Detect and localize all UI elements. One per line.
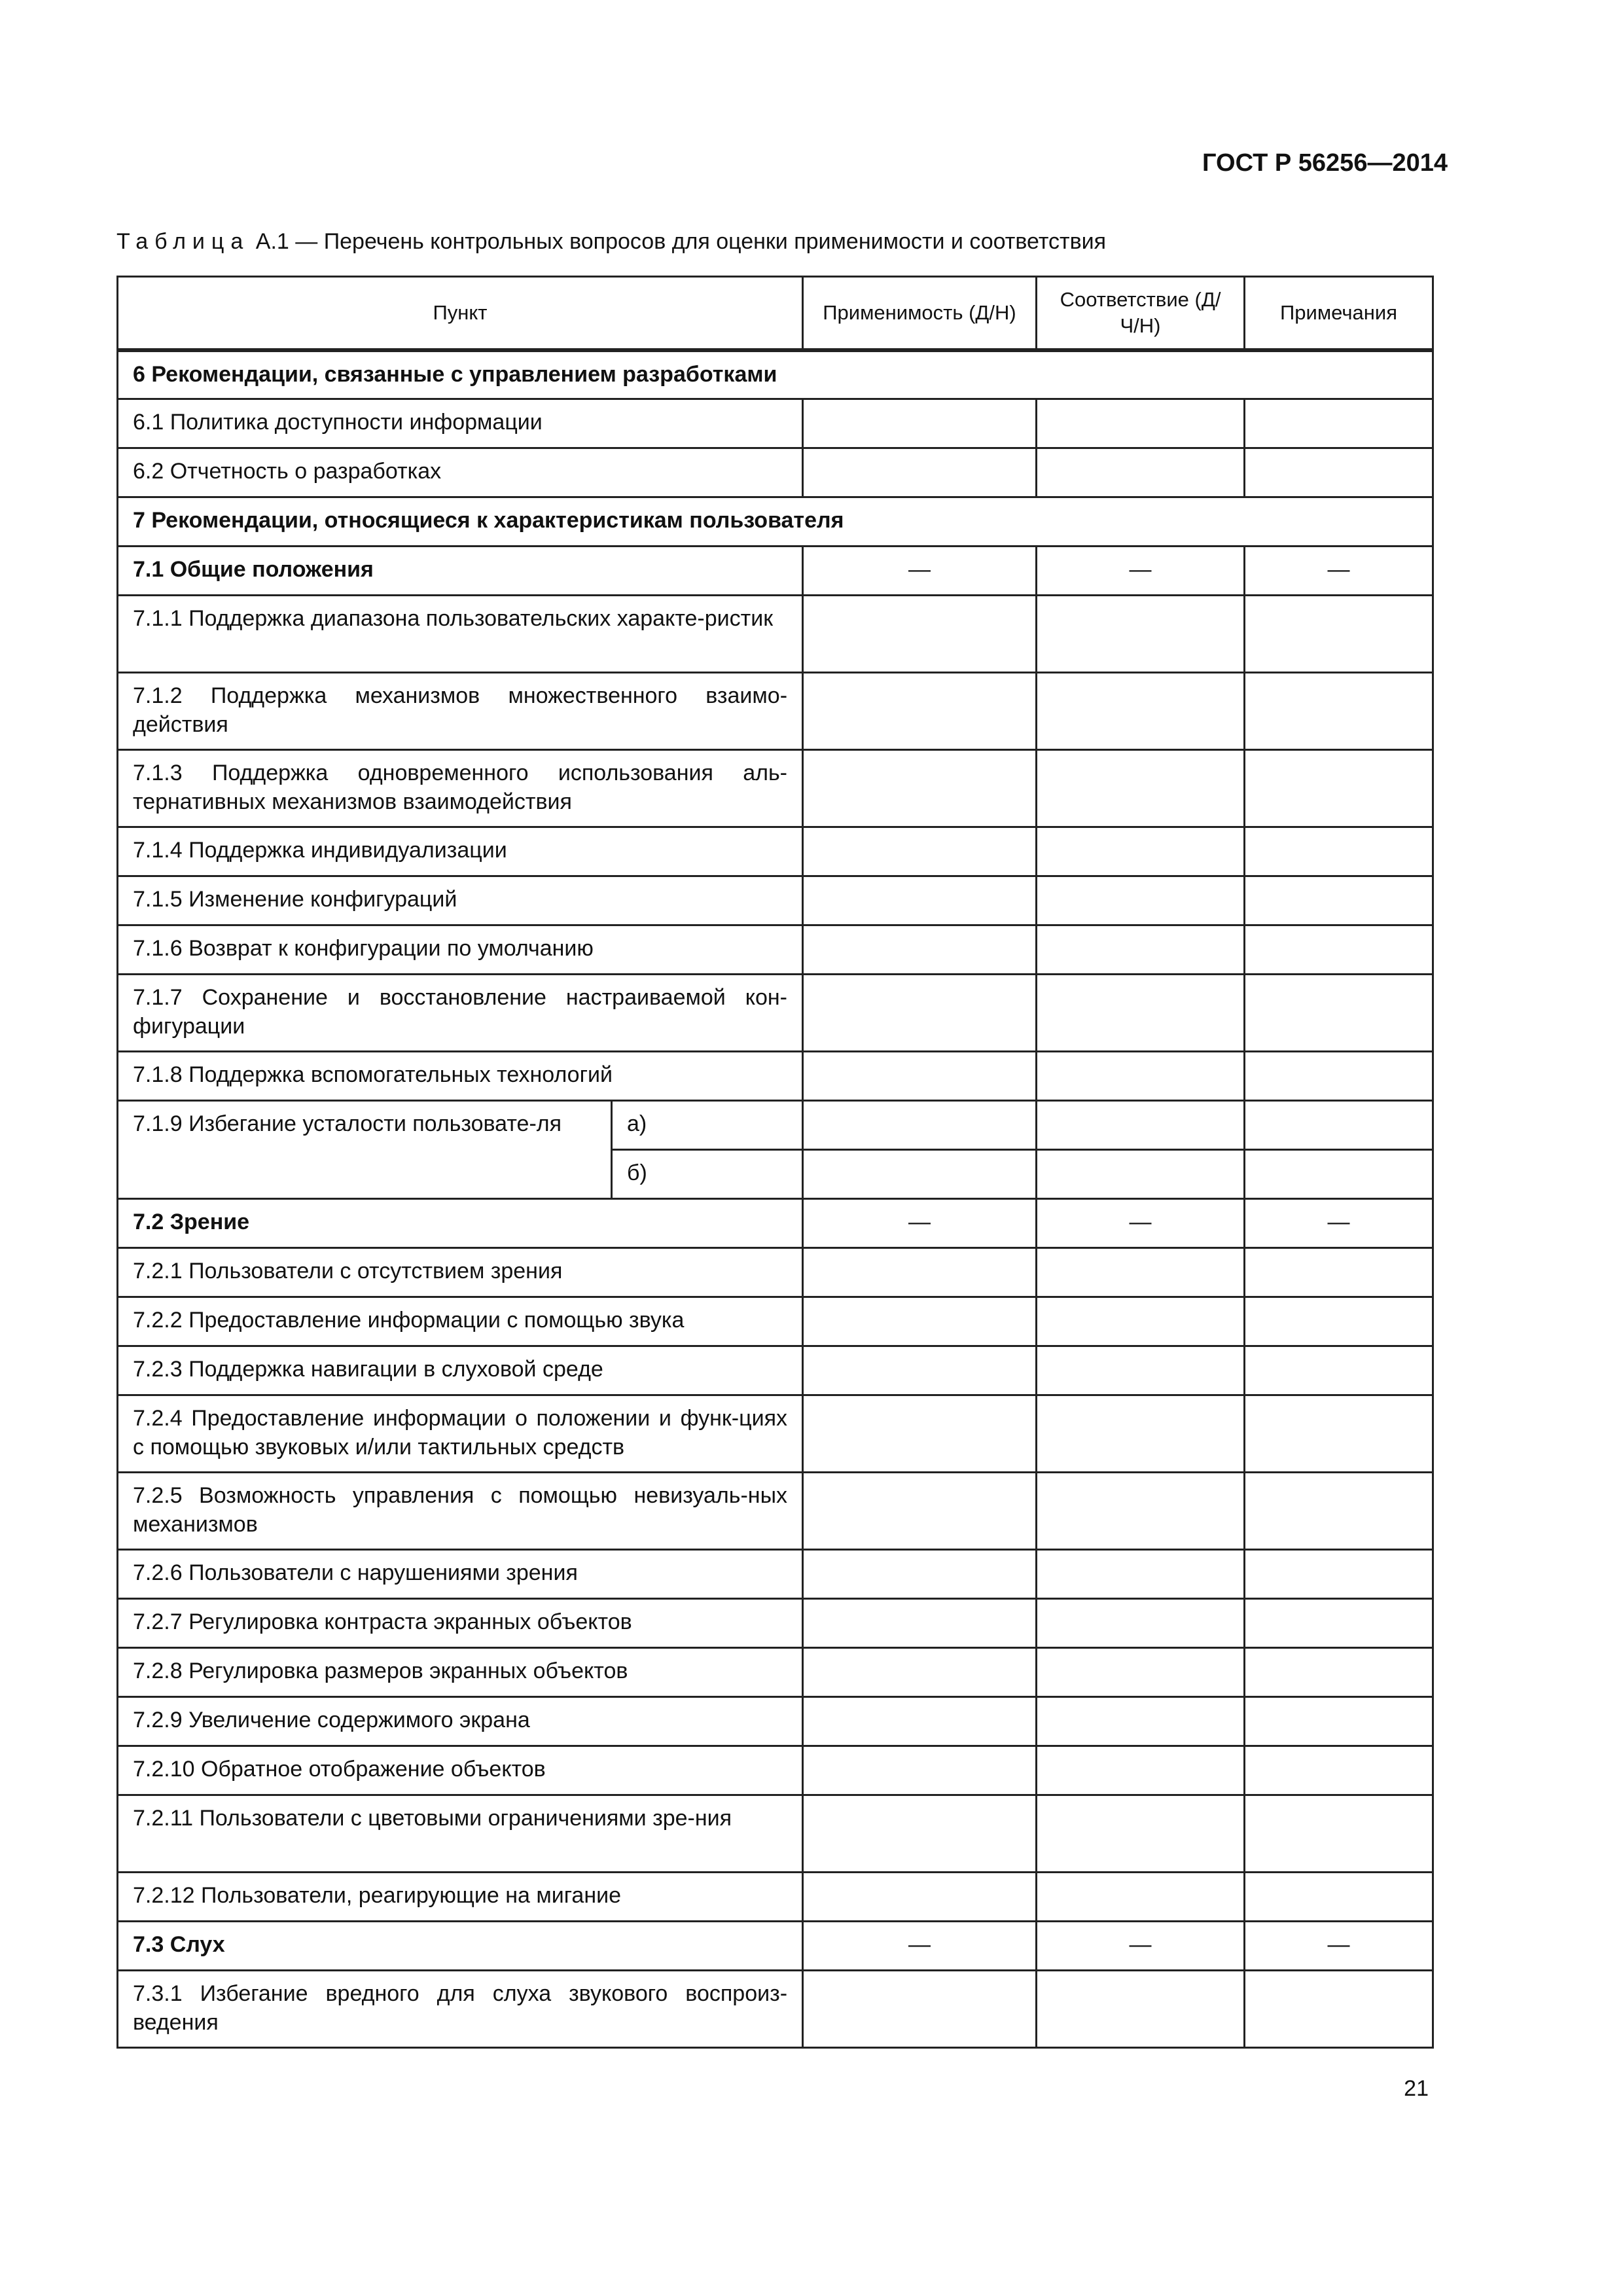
compliance-cell bbox=[1037, 596, 1245, 673]
applicability-cell bbox=[803, 1297, 1037, 1346]
column-header-applicability: Применимость (Д/Н) bbox=[803, 277, 1037, 350]
notes-cell bbox=[1245, 1052, 1433, 1101]
notes-cell bbox=[1245, 1473, 1433, 1550]
applicability-cell bbox=[803, 1599, 1037, 1648]
item-cell: 7.1.2 Поддержка механизмов множественного взаимо-действия bbox=[118, 673, 803, 750]
table-row bbox=[118, 1395, 1433, 1473]
applicability-cell bbox=[803, 1101, 1037, 1150]
item-cell: 7.2.4 Предоставление информации о положении и функ-циях с помощью звуковых и/или тактильных средств bbox=[118, 1395, 803, 1473]
compliance-cell bbox=[1037, 1248, 1245, 1297]
table-row bbox=[118, 876, 1433, 925]
compliance-cell bbox=[1037, 1297, 1245, 1346]
table-row bbox=[118, 1873, 1433, 1922]
subsection-title: 7.3 Слух bbox=[118, 1922, 803, 1971]
compliance-cell bbox=[1037, 1052, 1245, 1101]
applicability-cell bbox=[803, 1697, 1037, 1746]
compliance-cell bbox=[1037, 1648, 1245, 1697]
table-caption-text: А.1 — Перечень контрольных вопросов для оценки применимости и соответствия bbox=[255, 229, 1107, 254]
compliance-cell bbox=[1037, 1150, 1245, 1199]
compliance-cell bbox=[1037, 1873, 1245, 1922]
dash-cell: — bbox=[1037, 1922, 1245, 1971]
dash-cell: — bbox=[1037, 547, 1245, 596]
compliance-cell bbox=[1037, 876, 1245, 925]
notes-cell bbox=[1245, 596, 1433, 673]
applicability-cell bbox=[803, 1150, 1037, 1199]
dash-cell: — bbox=[1037, 1199, 1245, 1248]
applicability-cell bbox=[803, 448, 1037, 497]
applicability-cell bbox=[803, 1648, 1037, 1697]
section-title: 6 Рекомендации, связанные с управлением разработками bbox=[118, 350, 1433, 399]
table-row bbox=[118, 827, 1433, 876]
compliance-cell bbox=[1037, 1346, 1245, 1395]
notes-cell bbox=[1245, 1550, 1433, 1599]
applicability-cell bbox=[803, 1795, 1037, 1873]
notes-cell bbox=[1245, 399, 1433, 448]
notes-cell bbox=[1245, 1648, 1433, 1697]
item-cell: 7.3.1 Избегание вредного для слуха звукового воспроиз-ведения bbox=[118, 1971, 803, 2048]
table-row bbox=[118, 1101, 1433, 1150]
item-cell: 7.2.9 Увеличение содержимого экрана bbox=[118, 1697, 803, 1746]
sub-item-label: а) bbox=[612, 1101, 803, 1150]
column-header-item: Пункт bbox=[118, 277, 803, 350]
notes-cell bbox=[1245, 1346, 1433, 1395]
notes-cell bbox=[1245, 1248, 1433, 1297]
section-row bbox=[118, 497, 1433, 547]
column-header-compliance: Соответствие (Д/Ч/Н) bbox=[1037, 277, 1245, 350]
item-cell: 7.2.5 Возможность управления с помощью невизуаль-ных механизмов bbox=[118, 1473, 803, 1550]
compliance-cell bbox=[1037, 1697, 1245, 1746]
item-cell: 7.1.6 Возврат к конфигурации по умолчанию bbox=[118, 925, 803, 975]
table-row bbox=[118, 1248, 1433, 1297]
compliance-cell bbox=[1037, 1599, 1245, 1648]
table-row bbox=[118, 1297, 1433, 1346]
notes-cell bbox=[1245, 975, 1433, 1052]
applicability-cell bbox=[803, 1248, 1037, 1297]
item-cell: 7.2.6 Пользователи с нарушениями зрения bbox=[118, 1550, 803, 1599]
item-cell: 7.2.10 Обратное отображение объектов bbox=[118, 1746, 803, 1795]
applicability-cell bbox=[803, 1395, 1037, 1473]
table-header-row bbox=[118, 277, 1433, 350]
compliance-cell bbox=[1037, 673, 1245, 750]
item-cell: 7.1.7 Сохранение и восстановление настраиваемой кон-фигурации bbox=[118, 975, 803, 1052]
compliance-cell bbox=[1037, 448, 1245, 497]
item-cell: 7.2.3 Поддержка навигации в слуховой среде bbox=[118, 1346, 803, 1395]
compliance-cell bbox=[1037, 1473, 1245, 1550]
item-cell: 7.1.5 Изменение конфигураций bbox=[118, 876, 803, 925]
notes-cell bbox=[1245, 1873, 1433, 1922]
item-cell: 7.2.11 Пользователи с цветовыми ограничениями зре-ния bbox=[118, 1795, 803, 1873]
notes-cell bbox=[1245, 1101, 1433, 1150]
applicability-cell bbox=[803, 750, 1037, 827]
table-row bbox=[118, 1473, 1433, 1550]
item-cell: 7.2.2 Предоставление информации с помощью звука bbox=[118, 1297, 803, 1346]
item-cell: 7.1.1 Поддержка диапазона пользовательских характе-ристик bbox=[118, 596, 803, 673]
item-cell: 7.1.3 Поддержка одновременного использования аль-тернативных механизмов взаимодействия bbox=[118, 750, 803, 827]
applicability-cell bbox=[803, 1746, 1037, 1795]
column-header-notes: Примечания bbox=[1245, 277, 1433, 350]
notes-cell bbox=[1245, 1971, 1433, 2048]
notes-cell bbox=[1245, 876, 1433, 925]
item-cell: 7.2.1 Пользователи с отсутствием зрения bbox=[118, 1248, 803, 1297]
table-row bbox=[118, 1795, 1433, 1873]
notes-cell bbox=[1245, 1395, 1433, 1473]
subsection-title: 7.1 Общие положения bbox=[118, 547, 803, 596]
dash-cell: — bbox=[1245, 1199, 1433, 1248]
notes-cell bbox=[1245, 673, 1433, 750]
item-cell: 7.2.8 Регулировка размеров экранных объектов bbox=[118, 1648, 803, 1697]
notes-cell bbox=[1245, 1297, 1433, 1346]
item-cell: 7.2.12 Пользователи, реагирующие на мигание bbox=[118, 1873, 803, 1922]
table-row bbox=[118, 596, 1433, 673]
notes-cell bbox=[1245, 1599, 1433, 1648]
dash-cell: — bbox=[803, 1922, 1037, 1971]
notes-cell bbox=[1245, 925, 1433, 975]
applicability-cell bbox=[803, 876, 1037, 925]
item-cell: 7.1.8 Поддержка вспомогательных технологий bbox=[118, 1052, 803, 1101]
compliance-cell bbox=[1037, 1746, 1245, 1795]
subsection-row bbox=[118, 1922, 1433, 1971]
dash-cell: — bbox=[803, 1199, 1037, 1248]
applicability-cell bbox=[803, 399, 1037, 448]
section-row bbox=[118, 350, 1433, 399]
applicability-cell bbox=[803, 1052, 1037, 1101]
table-row bbox=[118, 1746, 1433, 1795]
compliance-cell bbox=[1037, 1550, 1245, 1599]
notes-cell bbox=[1245, 1746, 1433, 1795]
table-row bbox=[118, 673, 1433, 750]
table-caption-label: Таблица bbox=[116, 229, 250, 254]
notes-cell bbox=[1245, 1150, 1433, 1199]
item-cell: 7.1.9 Избегание усталости пользовате-ля bbox=[118, 1101, 612, 1199]
table-row bbox=[118, 1599, 1433, 1648]
table-row bbox=[118, 1697, 1433, 1746]
compliance-cell bbox=[1037, 750, 1245, 827]
dash-cell: — bbox=[1245, 1922, 1433, 1971]
applicability-cell bbox=[803, 1473, 1037, 1550]
compliance-cell bbox=[1037, 399, 1245, 448]
applicability-cell bbox=[803, 673, 1037, 750]
compliance-cell bbox=[1037, 1795, 1245, 1873]
table-row bbox=[118, 1648, 1433, 1697]
applicability-cell bbox=[803, 1550, 1037, 1599]
applicability-cell bbox=[803, 827, 1037, 876]
applicability-cell bbox=[803, 1873, 1037, 1922]
sub-item-label: б) bbox=[612, 1150, 803, 1199]
compliance-cell bbox=[1037, 925, 1245, 975]
table-row bbox=[118, 925, 1433, 975]
item-cell: 7.2.7 Регулировка контраста экранных объектов bbox=[118, 1599, 803, 1648]
compliance-cell bbox=[1037, 827, 1245, 876]
dash-cell: — bbox=[1245, 547, 1433, 596]
applicability-cell bbox=[803, 596, 1037, 673]
table-caption bbox=[116, 229, 1106, 255]
item-cell: 6.2 Отчетность о разработках bbox=[118, 448, 803, 497]
table-row bbox=[118, 1052, 1433, 1101]
table-row bbox=[118, 1971, 1433, 2048]
subsection-row bbox=[118, 1199, 1433, 1248]
compliance-cell bbox=[1037, 1101, 1245, 1150]
applicability-cell bbox=[803, 975, 1037, 1052]
table-row bbox=[118, 1550, 1433, 1599]
item-cell: 7.1.4 Поддержка индивидуализации bbox=[118, 827, 803, 876]
applicability-cell bbox=[803, 1346, 1037, 1395]
table-row bbox=[118, 448, 1433, 497]
compliance-cell bbox=[1037, 975, 1245, 1052]
compliance-cell bbox=[1037, 1395, 1245, 1473]
applicability-cell bbox=[803, 1971, 1037, 2048]
notes-cell bbox=[1245, 827, 1433, 876]
standard-code: ГОСТ Р 56256—2014 bbox=[1202, 149, 1448, 177]
page-number: 21 bbox=[1404, 2076, 1429, 2101]
subsection-row bbox=[118, 547, 1433, 596]
checklist-table bbox=[116, 276, 1434, 2049]
table-row bbox=[118, 750, 1433, 827]
section-title: 7 Рекомендации, относящиеся к характеристикам пользователя bbox=[118, 497, 1433, 547]
notes-cell bbox=[1245, 1795, 1433, 1873]
table-row bbox=[118, 975, 1433, 1052]
notes-cell bbox=[1245, 1697, 1433, 1746]
notes-cell bbox=[1245, 448, 1433, 497]
notes-cell bbox=[1245, 750, 1433, 827]
applicability-cell bbox=[803, 925, 1037, 975]
table-row bbox=[118, 399, 1433, 448]
compliance-cell bbox=[1037, 1971, 1245, 2048]
table-row bbox=[118, 1346, 1433, 1395]
dash-cell: — bbox=[803, 547, 1037, 596]
subsection-title: 7.2 Зрение bbox=[118, 1199, 803, 1248]
item-cell: 6.1 Политика доступности информации bbox=[118, 399, 803, 448]
